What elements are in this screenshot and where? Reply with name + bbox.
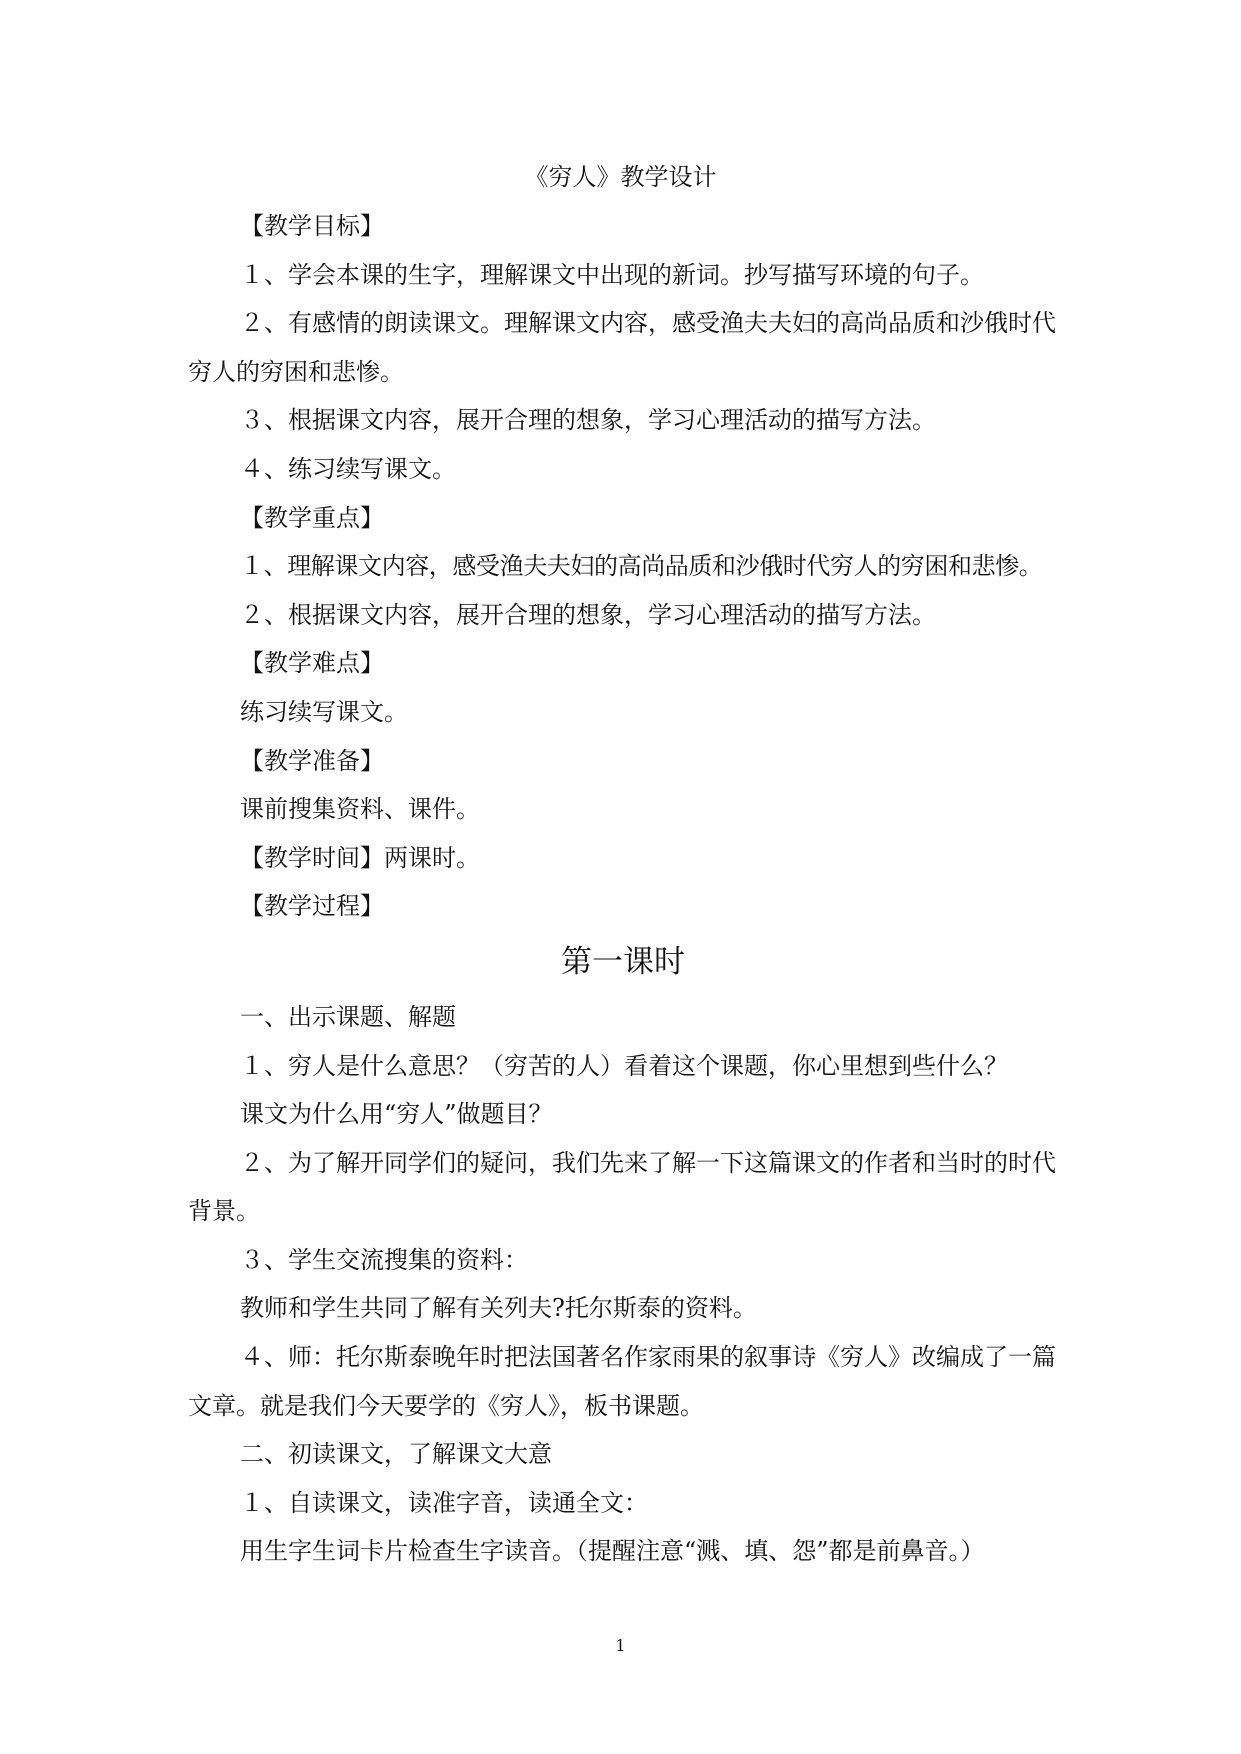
paragraph: １、自读课文，读准字音，读通全文： [240, 1488, 648, 1517]
paragraph: １、理解课文内容，感受渔夫夫妇的高尚品质和沙俄时代穷人的穷困和悲惨。 [240, 552, 1043, 581]
paragraph: ２、为了解开同学们的疑问，我们先来了解一下这篇课文的作者和当时的时代背景。 [188, 1148, 1056, 1226]
paragraph: ３、学生交流搜集的资料： [240, 1245, 528, 1274]
paragraph: ３、根据课文内容，展开合理的想象，学习心理活动的描写方法。 [240, 406, 936, 435]
section-heading: 第一课时 [561, 943, 685, 980]
paragraph: ２、有感情的朗读课文。理解课文内容，感受渔夫夫妇的高尚品质和沙俄时代穷人的穷困和悲惨。 [188, 309, 1056, 386]
paragraph: 教师和学生共同了解有关列夫?托尔斯泰的资料。 [240, 1294, 757, 1323]
paragraph: 【教学过程】 [240, 892, 384, 921]
document-body [188, 202, 1058, 1576]
paragraph: ４、师：托尔斯泰晚年时把法国著名作家雨果的叙事诗《穷人》改编成了一篇文章。就是我们今天要学的《穷人》，板书课题。 [188, 1343, 1056, 1420]
paragraph: 课前搜集资料、课件。 [240, 795, 480, 824]
paragraph: 【教学准备】 [240, 746, 384, 775]
paragraph: 【教学重点】 [240, 503, 384, 532]
page-number: 1 [615, 1636, 626, 1655]
paragraph: 二、初读课文，了解课文大意 [240, 1440, 552, 1469]
paragraph: 用生字生词卡片检查生字读音。（提醒注意“溅、填、怨”都是前鼻音。） [240, 1537, 985, 1566]
page-title: 《穷人》教学设计 [524, 163, 717, 191]
paragraph: 【教学难点】 [240, 649, 384, 678]
paragraph: ２、根据课文内容，展开合理的想象，学习心理活动的描写方法。 [240, 600, 936, 629]
paragraph: 【教学目标】 [240, 212, 384, 240]
paragraph: 练习续写课文。 [240, 697, 408, 726]
paragraph: 【教学时间】两课时。 [240, 843, 480, 872]
paragraph: 课文为什么用“穷人”做题目？ [240, 1100, 553, 1129]
paragraph: 一、出示课题、解题 [240, 1002, 456, 1031]
paragraph: １、穷人是什么意思？（穷苦的人）看着这个课题，你心里想到些什么？ [240, 1051, 1008, 1080]
paragraph: ４、练习续写课文。 [240, 454, 456, 483]
paragraph: １、学会本课的生字，理解课文中出现的新词。抄写描写环境的句子。 [240, 260, 984, 289]
